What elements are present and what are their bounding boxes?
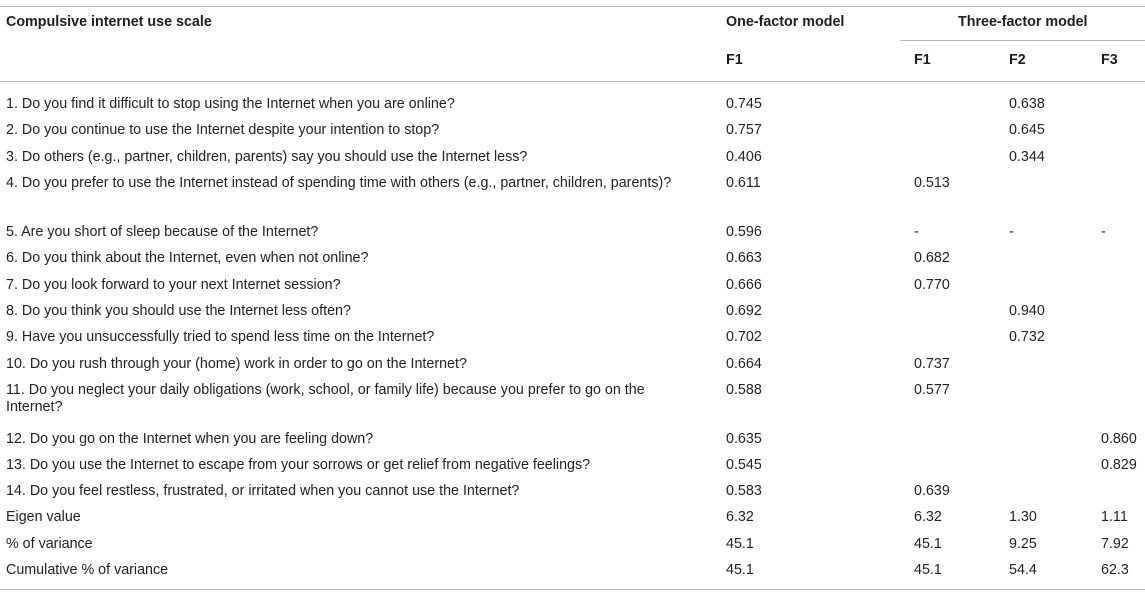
three-factor-header: Three-factor model	[958, 14, 1088, 30]
one-factor-loading: 0.635	[726, 431, 762, 447]
one-factor-loading: 0.583	[726, 483, 762, 499]
question-12: 12. Do you go on the Internet when you are feeling down?	[6, 431, 374, 447]
variance-f3: 7.92	[1101, 536, 1129, 552]
f1-loading: 0.682	[914, 250, 950, 266]
question-4: 4. Do you prefer to use the Internet instead of spending time with others (e.g., partner, children, parents)?	[6, 175, 672, 191]
one-factor-loading: 0.666	[726, 277, 762, 293]
cumulative-variance-label: Cumulative % of variance	[6, 562, 169, 578]
eigen-value-label: Eigen value	[6, 509, 81, 525]
f1-loading: 0.513	[914, 175, 950, 191]
one-factor-loading: 0.757	[726, 122, 762, 138]
question-3: 3. Do others (e.g., partner, children, parents) say you should use the Internet less?	[6, 149, 528, 165]
bottom-rule	[0, 589, 1145, 590]
eigen-value-f2: 1.30	[1009, 509, 1037, 525]
f2-loading: -	[1009, 224, 1014, 240]
one-factor-loading: 0.596	[726, 224, 762, 240]
cumulative-variance-f1: 45.1	[914, 562, 942, 578]
f2-loading: 0.645	[1009, 122, 1045, 138]
question-5: 5. Are you short of sleep because of the Internet?	[6, 224, 319, 240]
question-2: 2. Do you continue to use the Internet despite your intention to stop?	[6, 122, 440, 138]
f2-loading: 0.940	[1009, 303, 1045, 319]
variance-one-factor: 45.1	[726, 536, 754, 552]
cumulative-variance-one-factor: 45.1	[726, 562, 754, 578]
eigen-value-f3: 1.11	[1101, 509, 1128, 525]
top-rule	[0, 6, 1145, 7]
one-factor-loading: 0.663	[726, 250, 762, 266]
one-factor-loading: 0.692	[726, 303, 762, 319]
f2-loading: 0.638	[1009, 96, 1045, 112]
variance-label: % of variance	[6, 536, 93, 552]
variance-f1: 45.1	[914, 536, 942, 552]
question-13: 13. Do you use the Internet to escape from your sorrows or get relief from negative feelings?	[6, 457, 591, 473]
f2-loading: 0.344	[1009, 149, 1045, 165]
cumulative-variance-f3: 62.3	[1101, 562, 1129, 578]
eigen-value-f1: 6.32	[914, 509, 942, 525]
one-factor-loading: 0.406	[726, 149, 762, 165]
f3-loading: 0.829	[1101, 457, 1137, 473]
three-factor-f1-header: F1	[914, 52, 931, 68]
three-factor-group-rule	[900, 40, 1145, 41]
question-14: 14. Do you feel restless, frustrated, or irritated when you cannot use the Internet?	[6, 483, 520, 499]
variance-f2: 9.25	[1009, 536, 1037, 552]
cumulative-variance-f2: 54.4	[1009, 562, 1037, 578]
one-factor-loading: 0.588	[726, 382, 762, 398]
f1-loading: 0.737	[914, 356, 950, 372]
one-factor-loading: 0.745	[726, 96, 762, 112]
f1-loading: -	[914, 224, 919, 240]
three-factor-f3-header: F3	[1101, 52, 1118, 68]
one-factor-header: One-factor model	[726, 14, 845, 30]
one-factor-loading: 0.664	[726, 356, 762, 372]
one-factor-loading: 0.702	[726, 329, 762, 345]
f3-loading: 0.860	[1101, 431, 1137, 447]
header-rule	[0, 81, 1145, 82]
question-10: 10. Do you rush through your (home) work in order to go on the Internet?	[6, 356, 467, 372]
f1-loading: 0.639	[914, 483, 950, 499]
one-factor-loading: 0.545	[726, 457, 762, 473]
question-8: 8. Do you think you should use the Internet less often?	[6, 303, 351, 319]
question-6: 6. Do you think about the Internet, even when not online?	[6, 250, 369, 266]
three-factor-f2-header: F2	[1009, 52, 1026, 68]
f1-loading: 0.770	[914, 277, 950, 293]
question-9: 9. Have you unsuccessfully tried to spend less time on the Internet?	[6, 329, 435, 345]
scale-column-header: Compulsive internet use scale	[6, 14, 212, 30]
question-1: 1. Do you find it difficult to stop using the Internet when you are online?	[6, 96, 455, 112]
eigen-value-one-factor: 6.32	[726, 509, 754, 525]
one-factor-f1-header: F1	[726, 52, 743, 68]
question-11: 11. Do you neglect your daily obligations (work, school, or family life) because you prefer to go on the Internet?	[6, 382, 645, 415]
f3-loading: -	[1101, 224, 1106, 240]
question-7: 7. Do you look forward to your next Internet session?	[6, 277, 341, 293]
one-factor-loading: 0.611	[726, 175, 761, 191]
f1-loading: 0.577	[914, 382, 950, 398]
f2-loading: 0.732	[1009, 329, 1045, 345]
